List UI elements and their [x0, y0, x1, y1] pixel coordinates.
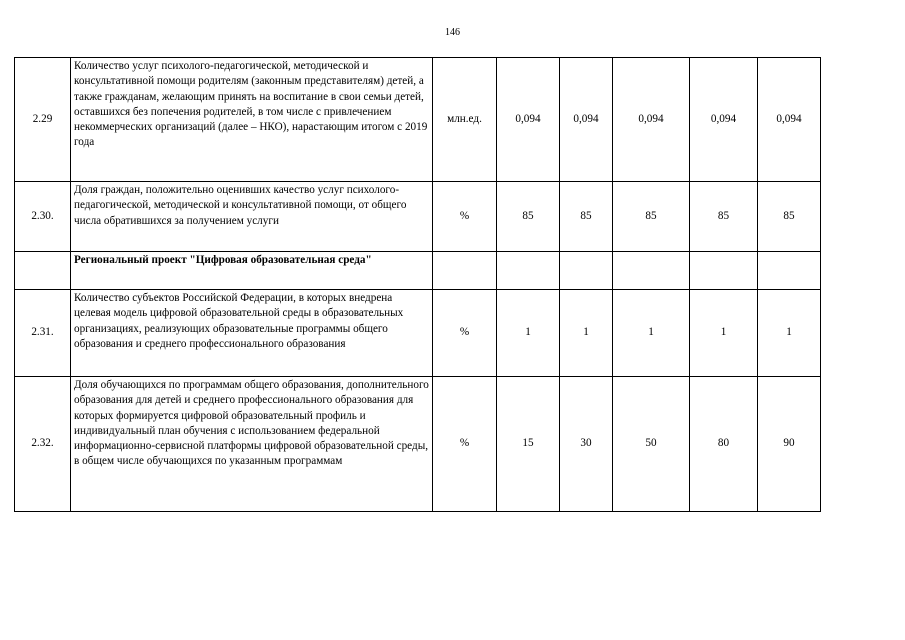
- row-value: 15: [497, 377, 560, 512]
- empty-cell: [560, 252, 613, 290]
- empty-cell: [613, 252, 690, 290]
- row-value: 85: [758, 182, 821, 252]
- row-value: 85: [560, 182, 613, 252]
- table-row-2-32: [15, 377, 821, 512]
- row-value: 1: [560, 290, 613, 377]
- row-number: 2.31.: [15, 290, 71, 377]
- row-value: 80: [690, 377, 758, 512]
- table-row-2-29: [15, 58, 821, 182]
- section-title: Региональный проект "Цифровая образовательная среда": [71, 252, 433, 290]
- row-description: Количество субъектов Российской Федерации, в которых внедрена целевая модель цифровой образовательной среды в образовательных организациях, реализующих образовательные программы общего образования и среднего профессионального образования: [71, 290, 433, 377]
- row-value: 0,094: [497, 58, 560, 182]
- row-value: 0,094: [560, 58, 613, 182]
- row-value: 85: [613, 182, 690, 252]
- row-value: 50: [613, 377, 690, 512]
- row-value: 85: [690, 182, 758, 252]
- row-number-empty: [15, 252, 71, 290]
- page-number: 146: [445, 27, 460, 38]
- row-number: 2.32.: [15, 377, 71, 512]
- row-unit: млн.ед.: [433, 58, 497, 182]
- row-unit: %: [433, 377, 497, 512]
- table-section-row: [15, 252, 821, 290]
- empty-cell: [433, 252, 497, 290]
- row-description: Количество услуг психолого-педагогической, методической и консультативной помощи родителям (законным представителям) детей, а также гражданам, желающим принять на воспитание в свои семьи детей, оставшихся без попечения родителей, в том числе с привлечением некоммерческих организаций (далее – НКО), нарастающим итогом с 2019 года: [71, 58, 433, 182]
- row-value: 85: [497, 182, 560, 252]
- table-row-2-30: [15, 182, 821, 252]
- row-value: 1: [497, 290, 560, 377]
- empty-cell: [497, 252, 560, 290]
- row-unit: %: [433, 182, 497, 252]
- row-value: 0,094: [613, 58, 690, 182]
- row-unit: %: [433, 290, 497, 377]
- row-value: 0,094: [758, 58, 821, 182]
- row-number: 2.29: [15, 58, 71, 182]
- empty-cell: [690, 252, 758, 290]
- row-value: 1: [690, 290, 758, 377]
- indicators-table: [14, 57, 821, 512]
- table-row-2-31: [15, 290, 821, 377]
- row-value: 0,094: [690, 58, 758, 182]
- row-description: Доля граждан, положительно оценивших качество услуг психолого-педагогической, методической и консультативной помощи, от общего числа обратившихся за получением услуги: [71, 182, 433, 252]
- row-value: 90: [758, 377, 821, 512]
- row-description: Доля обучающихся по программам общего образования, дополнительного образования для детей и среднего профессионального образования для которых формируется цифровой образовательный профиль и индивидуальный план обучения с использованием федеральной информационно-сервисной платформы цифровой образовательной среды, в общем числе обучающихся по указанным программам: [71, 377, 433, 512]
- row-value: 1: [613, 290, 690, 377]
- empty-cell: [758, 252, 821, 290]
- row-value: 30: [560, 377, 613, 512]
- row-value: 1: [758, 290, 821, 377]
- row-number: 2.30.: [15, 182, 71, 252]
